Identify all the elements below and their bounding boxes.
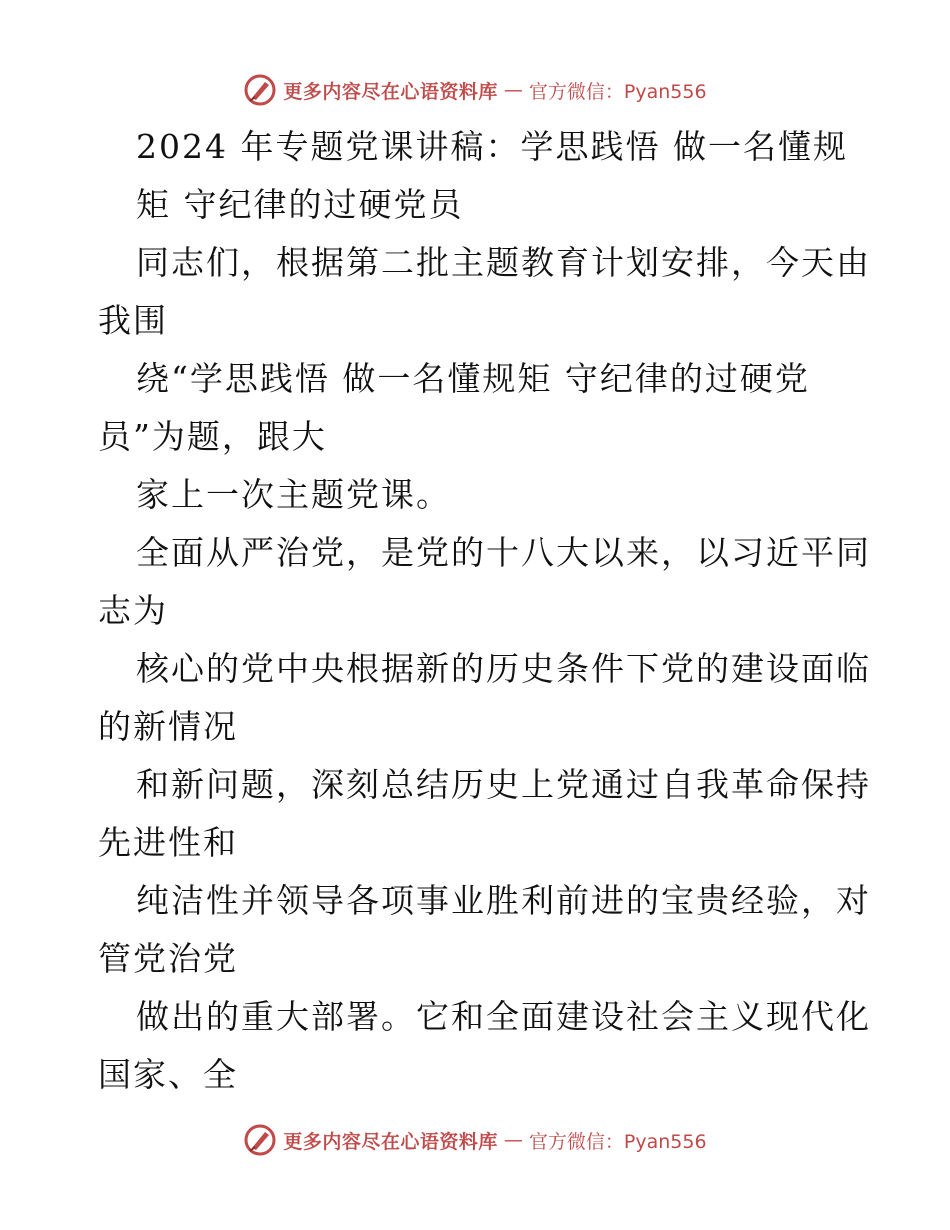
banner-main-text: 更多内容尽在心语资料库 (283, 1130, 498, 1153)
text-line: 国家、全 (98, 1055, 238, 1094)
banner-separator: — (503, 79, 523, 101)
text-line: 核心的党中央根据新的历史条件下党的建设面临 (136, 649, 871, 688)
text-line: 纯洁性并领导各项事业胜利前进的宝贵经验，对 (136, 881, 871, 920)
text-line: 和新问题，深刻总结历史上党通过自我革命保持 (136, 765, 871, 804)
text-line: 同志们，根据第二批主题教育计划安排，今天由 (136, 243, 871, 282)
text-line: 矩 守纪律的过硬党员 (136, 185, 464, 224)
text-line: 员”为题，跟大 (98, 417, 327, 456)
banner-wechat-text: 官方微信：Pyan556 (528, 1130, 707, 1153)
quill-logo-icon (243, 1123, 277, 1157)
text-line: 绕“学思践悟 做一名懂规矩 守纪律的过硬党 (136, 359, 810, 398)
text-line: 做出的重大部署。它和全面建设社会主义现代化 (136, 997, 871, 1036)
text-line: 全面从严治党，是党的十八大以来，以习近平同 (136, 533, 871, 572)
footer-watermark-banner (0, 1120, 950, 1160)
document-body (98, 118, 871, 1104)
text-line: 我围 (98, 301, 168, 340)
header-watermark-banner (0, 70, 950, 110)
banner-wechat-text: 官方微信：Pyan556 (528, 80, 707, 103)
text-line: 的新情况 (98, 707, 238, 746)
text-line: 家上一次主题党课。 (136, 475, 451, 514)
banner-separator: — (503, 1129, 523, 1151)
text-line: 志为 (98, 591, 168, 630)
text-line: 管党治党 (98, 939, 238, 978)
banner-main-text: 更多内容尽在心语资料库 (283, 80, 498, 103)
text-line: 先进性和 (98, 823, 238, 862)
quill-logo-icon (243, 73, 277, 107)
text-line: 2024 年专题党课讲稿：学思践悟 做一名懂规 (136, 127, 848, 166)
